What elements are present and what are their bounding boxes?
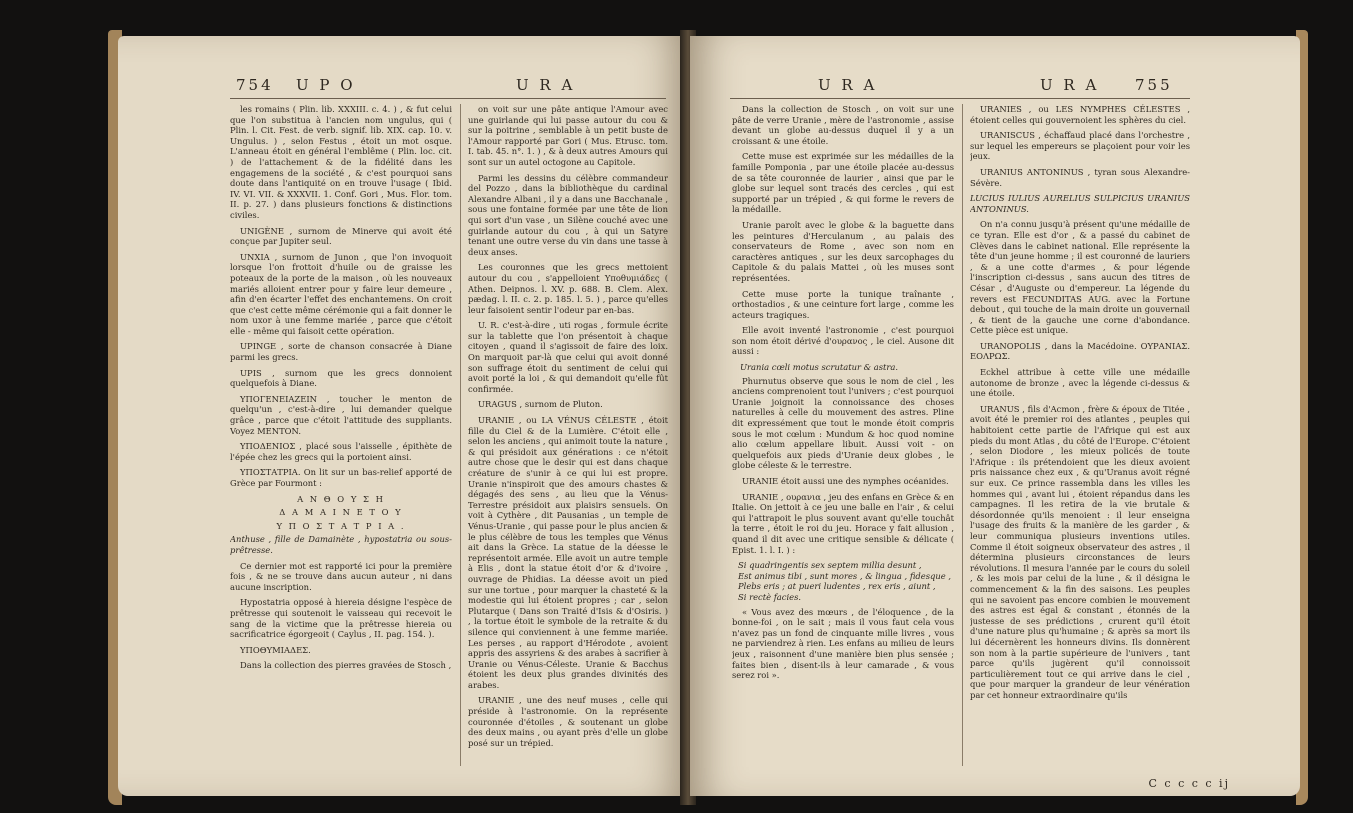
entry: U. R. c'est-à-dire , uti rogas , formule écrite sur la tablette que l'on présentoit à chaque citoyen , quand il s'agissoit de faire des loix. On marquoit par-là que celui qui avoit donné son suffrage étoit du sentiment de celui qui avoit porté la loi , & qui demandoit qu'elle fût confirmée. <box>468 320 668 394</box>
column-rule <box>460 104 461 766</box>
right-running-head <box>690 76 1300 98</box>
left-column-2 <box>468 104 668 782</box>
entry: Phurnutus observe que sous le nom de ciel , les anciens comprenoient tout l'univers ; c'est pourquoi Uranie joignoit la connoissance des choses naturelles à celle du mouvement des astres. Pline dit expressément que tout le monde étoit compris sous le mot cœlum : Mundum & hoc quod nomine alio cœlum appellare libuit. Aussi voit - on quelquefois aux pieds d'Uranie deux globes , le globe céleste & le terrestre. <box>732 375 954 471</box>
entry: Hypostatria opposé à hiereia désigne l'espèce de prêtresse qui soutenoit le vaisseau qui recevoit le sang de la victime que la prêtresse hiereia ou sacrificatrice égorgeoit ( Caylus , II. pag. 154. ). <box>230 597 452 640</box>
entry: ΥΠΟΔΕΝΙΟΣ , placé sous l'aisselle , épithète de l'épée chez les grecs qui la portoient ainsi. <box>230 441 452 462</box>
right-column-1 <box>732 104 954 782</box>
entry: Parmi les dessins du célèbre commandeur del Pozzo , dans la bibliothèque du cardinal Alexandre Albani , il y a dans une Bacchanale , sous une fontaine formée par une tête de lion qui sort d'un vase , un Silène couché avec une guirlande autour du cou , à qui un Satyre tenant une outre verse du vin dans une tasse à deux anses. <box>468 172 668 257</box>
entry: URANIES , ou LES NYMPHES CÉLESTES , étoient celles qui gouvernoient les sphères du ciel. <box>970 104 1190 125</box>
entry: URANIE , ουρανια , jeu des enfans en Grèce & en Italie. On jettoit à ce jeu une balle en l'air , & celui qui l'attrapoit le plus souvent avant qu'elle touchât la terre , étoit le roi du jeu. Horace y fait allusion , quand il dit avec une critique sensible & délicate ( Epist. 1. l. I. ) : <box>732 491 954 555</box>
entry: Dans la collection des pierres gravées de Stosch , <box>240 660 452 671</box>
right-column-2 <box>970 104 1190 782</box>
entry: URAGUS , surnom de Pluton. <box>478 399 603 410</box>
entry: URANOPOLIS , dans la Macédoine. ΟΥΡΑΝΙΑΣ. ΕΟΛΡΩΣ. <box>970 340 1190 362</box>
page-number: 754 <box>236 76 274 94</box>
left-running-head <box>118 76 686 98</box>
medal-caption: LUCIUS IULIUS AURELIUS SULPICIUS URANIUS ANTONINUS. <box>970 193 1190 214</box>
header-rule <box>230 98 666 99</box>
entry: URANIUS ANTONINUS , tyran sous Alexandre-Sévère. <box>970 166 1190 188</box>
entry: Anthuse , fille de Damainète , hypostatria ou sous-prêtresse. <box>230 534 452 555</box>
inscription-line: Υ Π Ο Σ Τ Α Τ Ρ Ι Α . <box>276 520 406 531</box>
entry: URANUS , fils d'Acmon , frère & époux de Titée , avoit été le premier roi des atlantes , peuples qui habitoient cette partie de l'Afrique qui est aux pieds du mont Atlas , du côté de l'Europe. C'étoient , selon Diodore , les mieux policés de toute l'Afrique : ils prétendoient que les dieux avoient pris naissance chez eux , & qu'Uranus avoit régné sur eux. Ce prince rassembla dans les villes les hommes qui , avant lui , étoient répandus dans les campagnes. Il les retira de la vie brutale & désordonnée qu'ils menoient : il leur enseigna l'usage des fruits & la manière de les garder , & leur communiqua plusieurs inventions utiles. Comme il étoit soigneux observateur des astres , il détermina plusieurs circonstances de leurs révolutions. Il mesura l'année par le cours du soleil , & les mois par celui de la lune , & il désigna le commencement & la fin des saisons. Les peuples qui ne savoient pas encore combien le mouvement des astres est égal & constant , étonnés de la justesse de ses prédictions , crurent qu'il étoit d'une nature plus qu'humaine ; & après sa mort ils lui décernèrent les honneurs divins. Ils donnèrent son nom à la partie supérieure de l'univers , tant parce qu'ils jugèrent qu'il connoissoit particulièrement tout ce qui arrive dans le ciel , que pour marquer la grandeur de leur vénération par cet honneur extraordinaire qu'ils <box>970 403 1190 700</box>
entry: Eckhel attribue à cette ville une médaille autonome de bronze , avec la légende ci-dessus & une étoile. <box>970 367 1190 399</box>
header-rule <box>730 98 1190 99</box>
entry: URANIE étoit aussi une des nymphes océanides. <box>742 476 949 486</box>
entry: Elle avoit inventé l'astronomie , c'est pourquoi son nom étoit dérivé d'ουρανος , le ciel. Ausone dit aussi : <box>732 325 954 357</box>
entry: Cette muse est exprimée sur les médailles de la famille Pomponia , par une étoile placée au-dessus de sa tête couronnée de laurier , ainsi que par le globe sur lequel sont tracés des cercles , qui est supporté par un trépied , & qui forme le revers de la médaille. <box>732 151 954 215</box>
entry: ΥΠΟΓΕΝΕΙΑΖΕΙΝ , toucher le menton de quelqu'un , c'est-à-dire , lui demander quelque grâce , parce que c'étoit l'attitude des suppliants. Voyez MENTON. <box>230 393 452 436</box>
left-column-1 <box>230 104 452 782</box>
translation: « Vous avez des mœurs , de l'éloquence , de la bonne-foi , on le sait ; mais il vous faut cela vous n'avez pas un fond de cinquante mille livres , vous ne parviendrez à rien. Les enfans au milieu de leurs jeux , raisonnent d'une manière bien plus sensée ; faites bien , disent-ils à leur camarade , & vous serez roi ». <box>732 606 954 681</box>
column-rule <box>962 104 963 766</box>
left-page <box>118 36 686 796</box>
entry: URANIE , une des neuf muses , celle qui préside à l'astronomie. On la représente couronnée d'étoiles , & soutenant un globe des deux mains , ou ayant près d'elle un globe posé sur un trépied. <box>468 695 668 748</box>
entry: UPIS , surnom que les grecs donnoient quelquefois à Diane. <box>230 367 452 389</box>
running-head-outer: U P O <box>296 76 356 94</box>
verse: Si rectè facies. <box>738 591 802 602</box>
verse: Si quadringentis sex septem millia desunt , <box>738 560 922 571</box>
entry: URANISCUS , échaffaud placé dans l'orchestre , sur lequel les empereurs se plaçoient pour voir les jeux. <box>970 130 1190 162</box>
entry: ΥΠΟΣΤΑΤΡΙΑ. On lit sur un bas-relief apporté de Grèce par Fourmont : <box>230 467 452 488</box>
entry: Uranie paroît avec le globe & la baguette dans les peintures d'Herculanum , au palais des conservateurs de Rome , avec son nom en caractères antiques , sur les deux sarcophages du Capitole & du palais Mattei , où les muses sont représentées. <box>732 219 954 283</box>
entry: UNIGÈNE , surnom de Minerve qui avoit été conçue par Jupiter seul. <box>230 225 452 247</box>
quote: Urania cœli motus scrutatur & astra. <box>740 362 899 373</box>
inscription-line: Α Ν Θ Ο Υ Σ Η <box>297 493 385 504</box>
entry: Dans la collection de Stosch , on voit sur une pâte de verre Uranie , mère de l'astronomie , assise devant un globe au-dessus duquel il y a un croissant & une étoile. <box>732 104 954 146</box>
verse: Plebs eris ; at pueri ludentes , rex eris , aiunt , <box>738 581 936 592</box>
entry: Les couronnes que les grecs mettoient autour du cou , s'appelloient Υποθυμιάδες ( Athen. Deipnos. l. XV. p. 688. B. Clem. Alex. pædag. l. II. c. 2. p. 185. l. 5. ) , parce qu'elles leur faisoient sentir l'odeur par en-bas. <box>468 262 668 315</box>
page-number: 755 <box>1135 76 1173 94</box>
running-head-inner: U R A <box>818 76 878 94</box>
right-page <box>690 36 1300 796</box>
entry: les romains ( Plin. lib. XXXIII. c. 4. ) , & fut celui que l'on substitua à l'ancien nom ungulus, qui ( Plin. l. Cit. Fest. de verb. signif. lib. XIX. cap. 10. v. Ungulus. ) , selon Festus , étoit un mot osque. L'anneau étoit en général l'emblême ( Plin. loc. cit. ) de l'attachement & de la fidélité dans les engagemens de la société , & c'est pourquoi sans doute dans l'antiquité on en trouve l'usage ( Ibid. IV. VI. VII. & XXXVII. 1. Conf. Gori , Mus. Flor. tom. II. p. 27. ) dans plusieurs fonctions & distinctions civiles. <box>230 104 452 220</box>
entry-heading: ΥΠΟΘΥΜΙΑΔΕΣ. <box>240 644 311 655</box>
signature-mark: C c c c c ij <box>1148 777 1230 790</box>
running-head-inner: U R A <box>516 76 576 94</box>
running-head-outer: U R A <box>1040 76 1100 94</box>
verse: Est animus tibi , sunt mores , & lingua , fidesque , <box>738 570 952 581</box>
entry: Cette muse porte la tunique traînante , orthostadios , & une ceinture fort large , comme les acteurs tragiques. <box>732 288 954 320</box>
entry: On n'a connu jusqu'à présent qu'une médaille de ce tyran. Elle est d'or , & a passé du cabinet de Clèves dans le cabinet national. Elle représente la tête d'un jeune homme ; il est couronné de lauriers , & a une cotte d'armes , & pour légende l'inscription ci-dessus , sans aucun des titres de César , d'Auguste ou d'empereur. La légende du revers est FECUNDITAS AUG. avec la Fortune debout , qui touche de la main droite un gouvernail , & tient de la gauche une corne d'abondance. Cette pièce est unique. <box>970 219 1190 336</box>
entry: UNXIA , surnom de Junon , que l'on invoquoit lorsque l'on frottoit d'huile ou de graisse les poteaux de la porte de la maison , où les nouveaux mariés alloient entrer pour y faire leur demeure , afin d'en écarter l'effet des enchantemens. On croit que c'est cette même cérémonie qui a fait donner le nom uxor à une femme mariée , parce que c'étoit elle - même qui faisoit cette opération. <box>230 251 452 336</box>
entry: Ce dernier mot est rapporté ici pour la première fois , & ne se trouve dans aucun auteur , ni dans aucune inscription. <box>230 560 452 592</box>
entry: UPINGE , sorte de chanson consacrée à Diane parmi les grecs. <box>230 341 452 363</box>
inscription-line: Δ Α Μ Α Ι Ν Ε Τ Ο Υ <box>279 507 403 518</box>
entry: URANIE , ou LA VÉNUS CÉLESTE , étoit fille du Ciel & de la Lumière. C'étoit elle , selon les anciens , qui animoit toute la nature , & qui présidoit aux générations : ce n'étoit autre chose que le desir qui est dans chaque créature de s'unir à ce qui lui est propre. Uranie n'inspiroit que des amours chastes & dégagés des sens , au lieu que la Vénus-Terrestre présidoit aux plaisirs sensuels. On voit à Cythère , dit Pausanias , un temple de Vénus-Uranie , qui passe pour le plus ancien & le plus célèbre de tous les temples que Vénus ait dans la Grèce. La statue de la déesse le représentoit armée. Elle avoit un autre temple à Elis , dont la statue étoit d'or & d'ivoire , ouvrage de Phidias. La déesse avoit un pied sur une tortue , pour marquer la chasteté & la modestie qui lui étoient propres ; car , selon Plutarque ( Dans son Traité d'Isis & d'Osiris. ) , la tortue étoit le symbole de la retraite & du silence qui conviennent à une femme mariée. Les perses , au rapport d'Hérodote , avoient appris des assyriens & des arabes à sacrifier à Uranie ou Vénus-Céleste. Uranie & Bacchus étoient les deux plus grandes divinités des arabes. <box>468 415 668 690</box>
entry: on voit sur une pâte antique l'Amour avec une guirlande qui lui passe autour du cou & sur la poitrine , semblable à un petit buste de l'Amour rapporté par Gori ( Mus. Etrusc. tom. I. tab. 45. n°. 1. ) , & à deux autres Amours qui sont sur un autel octogone au Capitole. <box>468 104 668 167</box>
